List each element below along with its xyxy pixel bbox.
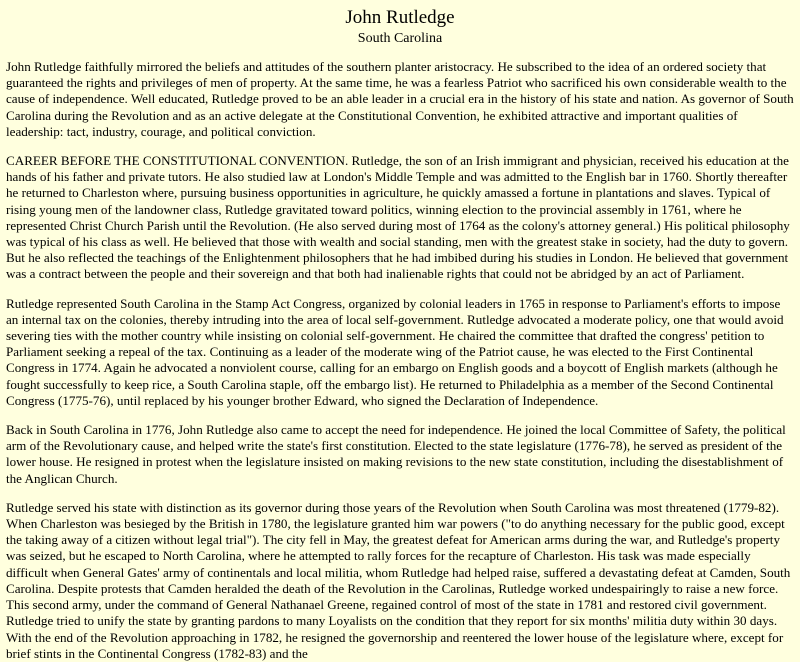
page-subtitle: South Carolina [357, 31, 443, 46]
paragraph-intro: John Rutledge faithfully mirrored the beliefs and attitudes of the southern planter aristocracy. He subscribed to the idea of an ordered society that guaranteed the rights and privileges of men of property. At the same time, he was a fearless Patriot who sacrificed his own considerable wealth to the cause of independence. Well educated, Rutledge proved to be an able leader in a crucial era in the history of his state and nation. As governor of South Carolina during the Revolution and as an active delegate at the Constitutional Convention, he exhibited attractive and important qualities of leadership: tact, industry, courage, and political conviction. [6, 59, 794, 139]
paragraph-back-in-south-carolina: Back in South Carolina in 1776, John Rutledge also came to accept the need for independence. He joined the local Committee of Safety, the political arm of the Revolutionary cause, and helped write the state's first constitution. Elected to the state legislature (1776-78), he served as president of the lower house. He resigned in protest when the legislature insisted on making revisions to the new state constitution, including the disestablishment of the Anglican Church. [6, 422, 786, 486]
paragraph-stamp-act-congress: Rutledge represented South Carolina in the Stamp Act Congress, organized by colonial leaders in 1765 in response to Parliament's efforts to impose an internal tax on the colonies, thereby intruding into the area of local self-government. Rutledge advocated a moderate policy, one that would avoid severing ties with the mother country while insisting on colonial self-government. He chaired the committee that drafted the congress' petition to Parliament seeking a repeal of the tax. Continuing as a leader of the moderate wing of the Patriot cause, he was elected to the First Continental Congress in 1774. Again he advocated a nonviolent course, calling for an embargo on English goods and a boycott of English markets (although he fought successfully to keep rice, a South Carolina staple, off the embargo list). He returned to Philadelphia as a member of the Second Continental Congress (1775-76), until replaced by his younger brother Edward, who signed the Declaration of Independence. [6, 295, 784, 408]
document-page [0, 7, 800, 662]
paragraph-governor: Rutledge served his state with distinction as its governor during those years of the Revolution when South Carolina was most threatened (1779-82). When Charleston was besieged by the British in 1780, the legislature granted him war powers ("to do anything necessary for the public good, except the taking away of a citizen without legal trial"). The city fell in May, the greatest defeat for American arms during the war, and Rutledge's property was seized, but he escaped to North Carolina, where he attempted to rally forces for the recapture of Charleston. His task was made especially difficult when General Gates' army of continentals and local militia, whom Rutledge had helped raise, suffered a devastating defeat at Camden, South Carolina. Despite protests that Camden heralded the death of the Revolution in the Carolinas, Rutledge worked undespairingly to raise a new force. This second army, under the command of General Nathanael Greene, regained control of most of the state in 1781 and restored civil government. Rutledge tried to unify the state by granting pardons to many Loyalists on the condition that they report for six months' militia duty within 30 days. With the end of the Revolution approaching in 1782, he resigned the governorship and reentered the lower house of the legislature where, except for brief stints in the Continental Congress (1782-83) and the [6, 499, 791, 661]
paragraph-career-before-convention: CAREER BEFORE THE CONSTITUTIONAL CONVENTION. Rutledge, the son of an Irish immigrant and physician, received his education at the hands of his father and private tutors. He also studied law at London's Middle Temple and was admitted to the English bar in 1760. Shortly thereafter he returned to Charleston where, pursuing business opportunities in agriculture, he quickly amassed a fortune in plantations and slaves. Typical of rising young men of the landowner class, Rutledge gravitated toward politics, winning election to the provincial assembly in 1761, where he represented Christ Church Parish until the Revolution. (He also served during most of 1764 as the colony's attorney general.) His political philosophy was typical of his class as well. He believed that those with wealth and social standing, men with the greatest stake in society, had the duty to govern. But he also reflected the teachings of the Enlightenment philosophers that he had imbibed during his studies in London. He believed that government was a contract between the people and their sovereign and that both had inalienable rights that could not be abridged by an act of Parliament. [6, 153, 790, 282]
page-title: John Rutledge [345, 7, 455, 28]
